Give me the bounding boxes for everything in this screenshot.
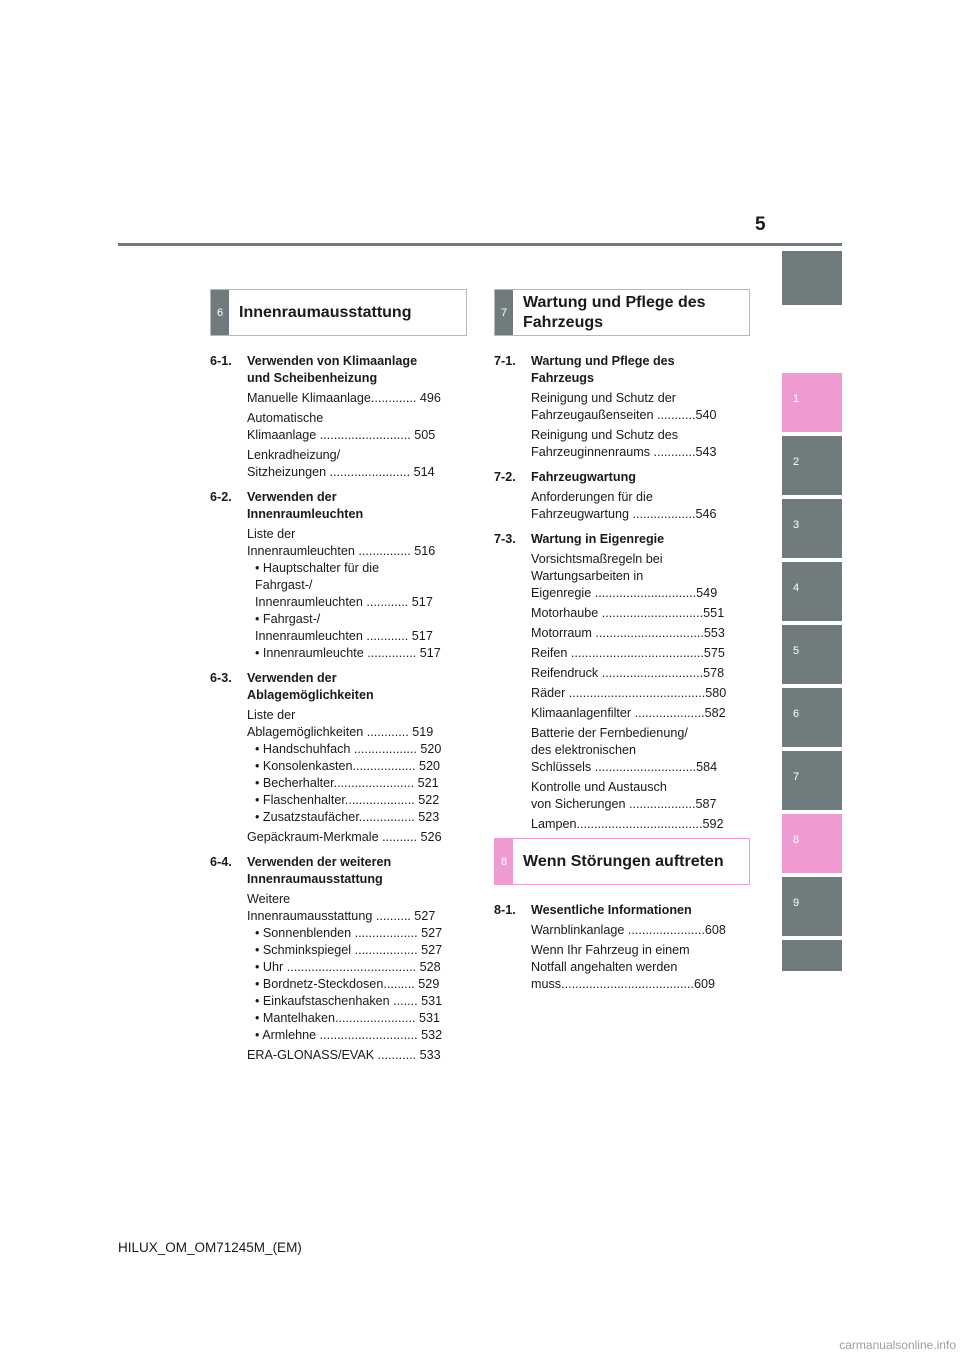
toc-bullet-entry[interactable]: • Schminkspiegel .................. 527 xyxy=(255,943,443,957)
toc-entry[interactable]: Weitere Innenraumausstattung .......... 527 xyxy=(247,892,436,923)
chapter-7-title: Wartung und Pflege des Fahrzeugs xyxy=(523,293,706,331)
watermark: carmanualsonline.info xyxy=(839,1338,956,1352)
toc-bullet-entry[interactable]: • Becherhalter....................... 521 xyxy=(255,776,439,790)
side-tab-2[interactable]: 2 xyxy=(782,436,842,495)
chapter-8-number: 8 xyxy=(495,839,513,884)
toc-bullet-entry[interactable]: • Innenraumleuchte .............. 517 xyxy=(255,646,441,660)
toc-entry[interactable]: ERA-GLONASS/EVAK ........... 533 xyxy=(247,1048,441,1062)
side-tab-9[interactable]: 9 xyxy=(782,877,842,936)
toc-bullet-entry[interactable]: • Konsolenkasten.................. 520 xyxy=(255,759,441,773)
toc-right-column-chapter-8 xyxy=(494,902,741,996)
toc-bullet-entry[interactable]: • Uhr ..................................... 528 xyxy=(255,960,441,974)
side-tab-1[interactable]: 1 xyxy=(782,373,842,432)
toc-entry[interactable]: Reinigung und Schutz der Fahrzeugaußenseiten ...........540 xyxy=(531,391,717,422)
toc-entry[interactable]: Motorhaube .............................551 xyxy=(531,606,725,620)
toc-left-column xyxy=(210,353,457,1067)
toc-bullet-entry[interactable]: • Armlehne ............................ 532 xyxy=(255,1028,443,1042)
header-rule xyxy=(118,243,842,246)
toc-entry[interactable]: Warnblinkanlage ......................608 xyxy=(531,923,726,937)
chapter-7-number: 7 xyxy=(495,290,513,335)
toc-bullet-entry[interactable]: • Flaschenhalter.................... 522 xyxy=(255,793,440,807)
section-6-3-heading[interactable]: 6-3. Verwenden der Ablagemöglichkeiten xyxy=(210,671,374,702)
side-tab-7[interactable]: 7 xyxy=(782,751,842,810)
toc-entry[interactable]: Vorsichtsmaßregeln bei Wartungsarbeiten in Eigenregie .............................549 xyxy=(531,552,718,600)
toc-entry[interactable]: Klimaanlagenfilter ....................582 xyxy=(531,706,726,720)
toc-entry[interactable]: Reifendruck .............................578 xyxy=(531,666,725,680)
section-7-1-heading[interactable]: 7-1. Wartung und Pflege des Fahrzeugs xyxy=(494,354,675,385)
chapter-6-number: 6 xyxy=(211,290,229,335)
toc-bullet-entry[interactable]: • Bordnetz-Steckdosen......... 529 xyxy=(255,977,440,991)
toc-entry[interactable]: Räder .......................................580 xyxy=(531,686,727,700)
toc-bullet-entry[interactable]: • Hauptschalter für die Fahrgast-/ Innenraumleuchten ............ 517 xyxy=(255,561,433,609)
toc-entry[interactable]: Batterie der Fernbedienung/ des elektronischen Schlüssels .............................584 xyxy=(531,726,718,774)
toc-entry[interactable]: Automatische Klimaanlage .......................... 505 xyxy=(247,411,436,442)
section-7-2-heading[interactable]: 7-2. Fahrzeugwartung xyxy=(494,470,636,484)
side-tab-blank-bottom[interactable] xyxy=(782,940,842,971)
section-6-1-heading[interactable]: 6-1. Verwenden von Klimaanlage und Scheibenheizung xyxy=(210,354,418,385)
toc-entry[interactable]: Wenn Ihr Fahrzeug in einem Notfall angehalten werden muss......................................609 xyxy=(531,943,716,991)
toc-entry[interactable]: Anforderungen für die Fahrzeugwartung ..................546 xyxy=(531,490,717,521)
page-number: 5 xyxy=(755,214,766,235)
section-7-3-heading[interactable]: 7-3. Wartung in Eigenregie xyxy=(494,532,665,546)
toc-right-column-chapter-7 xyxy=(494,353,741,836)
chapter-8-header xyxy=(494,838,750,885)
chapter-8-title: Wenn Störungen auftreten xyxy=(523,852,724,870)
toc-entry[interactable]: Gepäckraum-Merkmale .......... 526 xyxy=(247,830,442,844)
side-tab-4[interactable]: 4 xyxy=(782,562,842,621)
chapter-6-header xyxy=(210,289,467,336)
toc-bullet-entry[interactable]: • Zusatzstaufächer................ 523 xyxy=(255,810,440,824)
toc-bullet-entry[interactable]: • Handschuhfach .................. 520 xyxy=(255,742,442,756)
side-tab-6[interactable]: 6 xyxy=(782,688,842,747)
toc-entry[interactable]: Lenkradheizung/ Sitzheizungen ....................... 514 xyxy=(247,448,435,479)
toc-bullet-entry[interactable]: • Mantelhaken....................... 531 xyxy=(255,1011,441,1025)
toc-entry[interactable]: Lampen....................................592 xyxy=(531,817,724,831)
toc-bullet-entry[interactable]: • Sonnenblenden .................. 527 xyxy=(255,926,443,940)
toc-bullet-entry[interactable]: • Fahrgast-/ Innenraumleuchten ............ 517 xyxy=(255,612,433,643)
section-8-1-heading[interactable]: 8-1. Wesentliche Informationen xyxy=(494,903,692,917)
section-6-2-heading[interactable]: 6-2. Verwenden der Innenraumleuchten xyxy=(210,490,364,521)
toc-entry[interactable]: Motorraum ...............................553 xyxy=(531,626,725,640)
toc-bullet-entry[interactable]: • Einkaufstaschenhaken ....... 531 xyxy=(255,994,443,1008)
side-tab-3[interactable]: 3 xyxy=(782,499,842,558)
toc-entry[interactable]: Reifen ......................................575 xyxy=(531,646,725,660)
chapter-7-header xyxy=(494,289,750,336)
toc-entry[interactable]: Kontrolle und Austausch von Sicherungen ...................587 xyxy=(531,780,717,811)
toc-entry[interactable]: Liste der Innenraumleuchten ............... 516 xyxy=(247,527,436,558)
document-code-footer: HILUX_OM_OM71245M_(EM) xyxy=(118,1240,302,1255)
side-tab-8[interactable]: 8 xyxy=(782,814,842,873)
side-tab-blank-top[interactable] xyxy=(782,251,842,305)
side-tab-5[interactable]: 5 xyxy=(782,625,842,684)
toc-entry[interactable]: Liste der Ablagemöglichkeiten ............ 519 xyxy=(247,708,434,739)
toc-entry[interactable]: Reinigung und Schutz des Fahrzeuginnenraums ............543 xyxy=(531,428,717,459)
section-6-4-heading[interactable]: 6-4. Verwenden der weiteren Innenraumausstattung xyxy=(210,855,392,886)
toc-entry[interactable]: Manuelle Klimaanlage............. 496 xyxy=(247,391,441,405)
chapter-6-title: Innenraumausstattung xyxy=(239,303,412,321)
